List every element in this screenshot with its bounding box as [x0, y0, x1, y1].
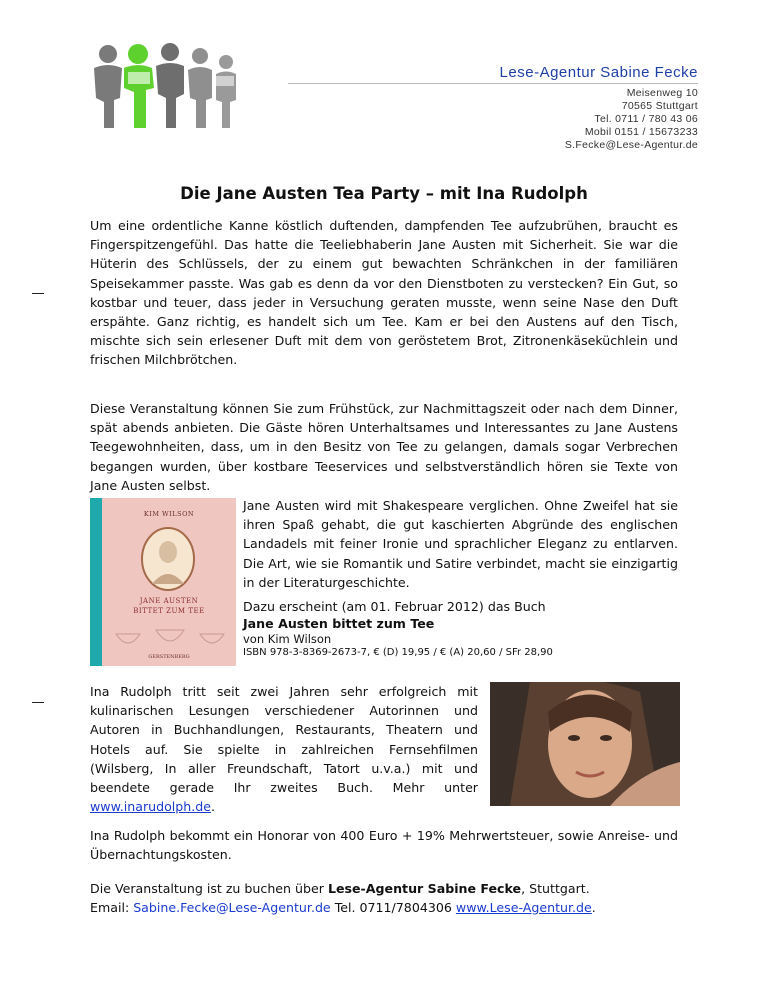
reader-figure-right — [214, 55, 236, 128]
booking-paragraph — [90, 879, 678, 917]
booking-city: , Stuttgart. — [521, 881, 590, 896]
ina-website-link[interactable]: www.inarudolph.de — [90, 799, 212, 815]
booking-end: . — [591, 900, 596, 916]
cover-publisher: GERSTENBERG — [148, 654, 190, 660]
address-street: Meisenweg 10 — [626, 87, 698, 99]
ina-text: Ina Rudolph tritt seit zwei Jahren sehr erfolgreich mit kulinarischen Lesungen verschiedener Autorinnen und Autoren in Buchhandlungen, Restaurants, Theatern und Hotels auf. Sie spielte in zahlreichen Fernsehfilmen (Wilsberg, In aller Freundschaft, Tatort u.v.a.) mit und beendete gerade Ihr zweites Buch. Mehr unter — [90, 684, 478, 796]
book-spine — [90, 498, 102, 666]
book-title: Jane Austen bittet zum Tee — [243, 616, 435, 631]
booking-website-link[interactable]: www.Lese-Agentur.de — [455, 900, 592, 916]
address-phone: Tel. 0711 / 780 43 06 — [594, 113, 698, 125]
address-mobile: Mobil 0151 / 15673233 — [584, 126, 698, 138]
portrait-oval-icon — [140, 526, 196, 592]
page-title: Die Jane Austen Tea Party – mit Ina Rudolph — [180, 184, 588, 203]
address-email: S.Fecke@Lese-Agentur.de — [564, 139, 698, 151]
margin-dash — [32, 293, 44, 294]
reader-figure-light — [188, 48, 212, 128]
portrait-photo-icon — [490, 682, 680, 806]
fee-paragraph: Ina Rudolph bekommt ein Honorar von 400 Euro + 19% Mehrwertsteuer, sowie Anreise- und Übernachtungskosten. — [90, 828, 678, 863]
reader-figure-grey — [94, 45, 122, 128]
agency-address — [500, 87, 698, 152]
agency-header — [500, 64, 698, 152]
booking-email-link[interactable]: Sabine.Fecke@Lese-Agentur.de — [133, 900, 331, 916]
booking-text: Die Veranstaltung ist zu buchen über — [90, 881, 328, 896]
agency-name: Lese-Agentur Sabine Fecke — [499, 64, 698, 81]
cover-title-line-1: JANE AUSTEN — [139, 597, 199, 605]
book-info — [243, 598, 683, 660]
cover-title-line-2: BITTET ZUM TEE — [133, 607, 205, 615]
cover-author: KIM WILSON — [143, 510, 195, 518]
email-label: Email: — [90, 900, 134, 916]
header-rule — [288, 83, 698, 84]
margin-dash-2 — [32, 702, 44, 703]
teacups-icon — [112, 624, 230, 654]
book-isbn: ISBN 978-3-8369-2673-7, € (D) 19,95 / € (A) 20,60 / SFr 28,90 — [243, 647, 553, 658]
ina-paragraph: Ina Rudolph tritt seit zwei Jahren sehr erfolgreich mit kulinarischen Lesungen verschiedener Autorinnen und Autoren in Buchhandlungen, Restaurants, Theatern und Hotels auf. Sie spielte in zahlreichen Fernsehfilmen (Wilsberg, In aller Freundschaft, Tatort u.v.a.) mit und beendete gerade Ihr zweites Buch. Mehr unter www.inarudolph.de. — [90, 684, 478, 815]
book-author: von Kim Wilson — [243, 632, 332, 646]
event-paragraph: Diese Veranstaltung können Sie zum Frühstück, zur Nachmittagszeit oder nach dem Dinner, spät abends anbieten. Die Gäste hören Unterhaltsames und Interessantes zu Jane Austens Teegewohnheiten, dass, um in den Besitz von Tee zu gelangen, damals sogar Verbrechen begangen wurden, über kostbare Teeservices und selbstverständlich hören sie Texte von Jane Austen selbst. — [90, 401, 678, 493]
ina-rudolph-photo — [490, 682, 680, 806]
intro-paragraph: Um eine ordentliche Kanne köstlich duftenden, dampfenden Tee aufzubrühen, braucht es Fingerspitzengefühl. Das hatte die Teeliebhaberin Jane Austen mit Sicherheit. Sie war die Hüterin des Schlüssels, der zu einem gut bewachten Schränkchen in der familiären Speisekammer passte. Was gab es denn da vor den Dienstboten zu verstecken? Ein Gut, so kostbar und teuer, dass jeder in Versuchung geraten musste, wenn seine Nase den Duft erspähte. Ganz richtig, es handelt sich um Tee. Kam er bei den Austens auf den Tisch, mischte sich sein erlesener Duft mit dem von geröstetem Brot, Zitronenkäseküchlein und frischen Milchbrötchen. — [90, 218, 678, 368]
book-intro: Dazu erscheint (am 01. Februar 2012) das Buch — [243, 599, 546, 614]
reader-figure-green — [124, 44, 154, 128]
austen-paragraph: Jane Austen wird mit Shakespeare verglichen. Ohne Zweifel hat sie ihren Spaß gehabt, die gut kaschierten Abgründe des englischen Landadels mit feiner Ironie und sprachlicher Eleganz zu entlarven. Die Art, wie sie Romantik und Satire verbindet, macht sie einzigartig in der Literaturgeschichte. — [243, 498, 678, 590]
reader-figure-dark — [156, 43, 184, 128]
book-cover — [90, 498, 236, 666]
address-city: 70565 Stuttgart — [621, 100, 698, 112]
booking-agency: Lese-Agentur Sabine Fecke — [327, 881, 522, 896]
booking-phone: Tel. 0711/7804306 — [330, 900, 456, 916]
cover-title — [102, 596, 236, 616]
agency-logo — [88, 42, 238, 130]
